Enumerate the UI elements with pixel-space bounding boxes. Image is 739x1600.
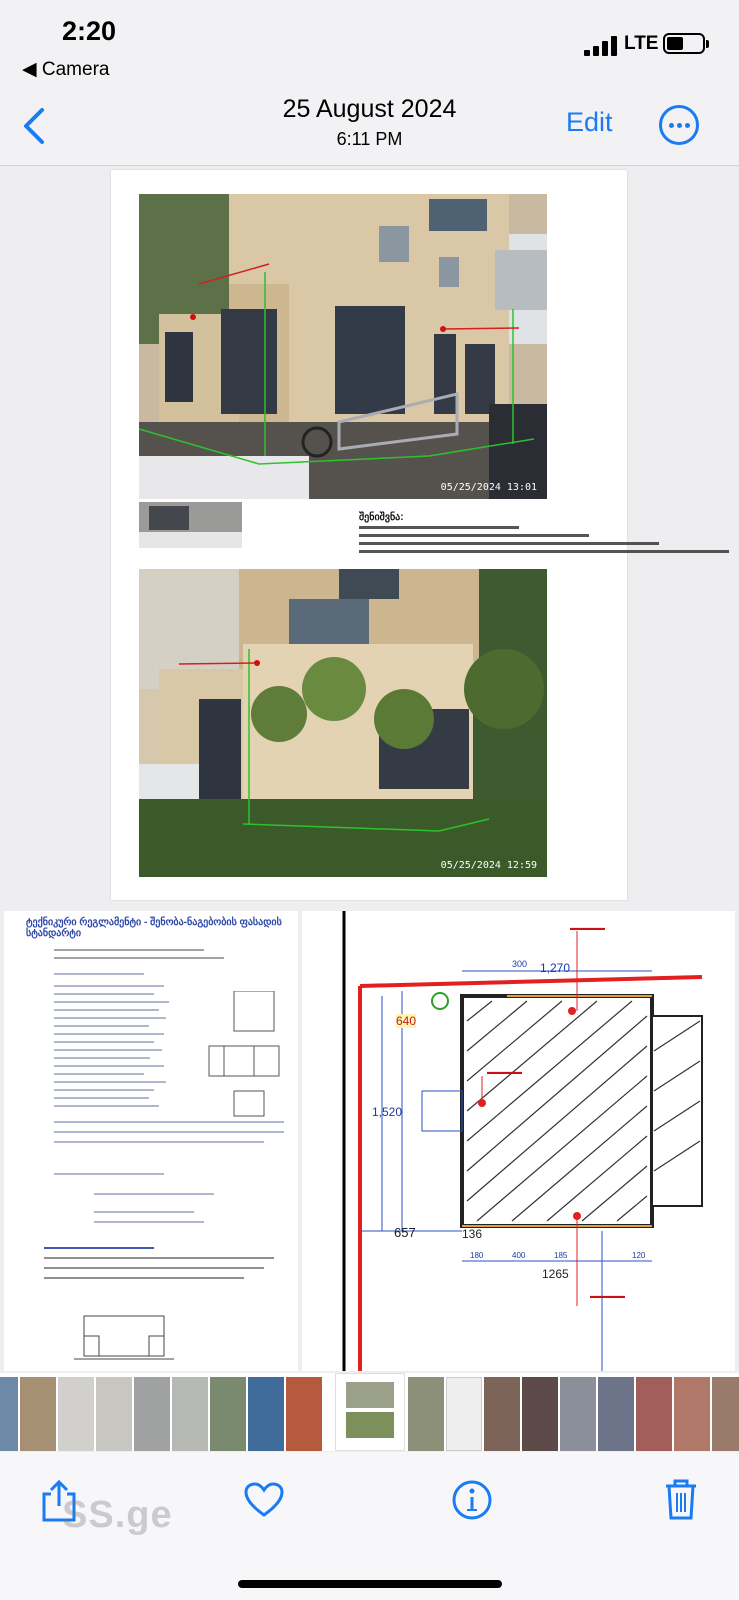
document-page-regulation <box>4 911 298 1371</box>
photo-viewer[interactable] <box>0 167 739 1372</box>
plan-dimension: 120 <box>632 1251 646 1260</box>
thumbnail[interactable] <box>636 1377 672 1451</box>
thumbnail-strip[interactable] <box>0 1373 739 1451</box>
text-line <box>54 1025 149 1027</box>
text-line <box>54 1121 284 1123</box>
plan-dimension: 657 <box>394 1225 416 1240</box>
thumbnail[interactable] <box>560 1377 596 1451</box>
text-line <box>54 1173 164 1175</box>
nav-bar <box>0 90 739 166</box>
more-options-icon[interactable] <box>659 105 699 145</box>
thumbnail[interactable] <box>210 1377 246 1451</box>
plan-dimension: 300 <box>512 959 528 969</box>
thumbnail[interactable] <box>408 1377 444 1451</box>
text-line <box>54 973 144 975</box>
text-line <box>54 1001 169 1003</box>
text-line <box>54 1089 154 1091</box>
thumbnail[interactable] <box>674 1377 710 1451</box>
home-indicator[interactable] <box>238 1580 502 1588</box>
section-sketch <box>204 991 284 1121</box>
note-text-line <box>359 550 729 553</box>
battery-icon <box>663 33 705 54</box>
inset-photo <box>139 502 242 548</box>
photo-timestamp: 05/25/2024 12:59 <box>440 860 537 871</box>
plan-dimension: 640 <box>396 1014 417 1028</box>
facade-sketch <box>74 1311 184 1366</box>
thumbnail[interactable] <box>598 1377 634 1451</box>
text-line <box>54 1057 150 1059</box>
photo-time: 6:11 PM <box>336 129 403 149</box>
text-line <box>54 993 154 995</box>
plan-dimension: 185 <box>554 1251 568 1260</box>
trash-icon[interactable] <box>664 1478 698 1520</box>
text-line <box>94 1193 214 1195</box>
watermark-text: SS.ge <box>62 1494 173 1536</box>
back-to-app-link[interactable]: ◀ Camera <box>22 59 110 80</box>
status-bar <box>0 0 739 90</box>
text-line <box>44 1277 244 1279</box>
text-line <box>54 1131 284 1133</box>
note-text-line <box>359 534 589 537</box>
building-photo-2 <box>139 569 547 877</box>
text-line <box>54 1017 166 1019</box>
status-time: 2:20 <box>62 16 117 46</box>
thumbnail-current[interactable] <box>335 1373 405 1451</box>
plan-dimension: 400 <box>512 1251 526 1260</box>
regulation-title: ტექნიკური რეგლამენტი - შენობა-ნაგებობის ფასადის სტანდარტი <box>26 917 282 939</box>
thumbnail[interactable] <box>0 1377 18 1451</box>
plan-dimension: 136 <box>462 1227 483 1241</box>
text-line <box>54 1105 159 1107</box>
text-line <box>54 1033 164 1035</box>
floor-plan-page <box>302 911 735 1371</box>
document-page-top <box>111 170 627 900</box>
thumbnail[interactable] <box>172 1377 208 1451</box>
thumbnail[interactable] <box>20 1377 56 1451</box>
text-line <box>54 1097 149 1099</box>
thumbnail[interactable] <box>286 1377 322 1451</box>
text-line <box>54 1141 264 1143</box>
text-line <box>44 1267 264 1269</box>
text-line <box>44 1257 274 1259</box>
bottom-toolbar <box>0 1452 739 1600</box>
network-label: LTE <box>624 33 659 54</box>
info-icon[interactable] <box>452 1480 492 1520</box>
text-line <box>54 957 224 959</box>
text-line <box>94 1211 194 1213</box>
thumbnail[interactable] <box>248 1377 284 1451</box>
notes-title: შენიშვნა: <box>359 512 404 523</box>
plan-dimension: 1265 <box>542 1267 569 1281</box>
note-text-line <box>359 526 519 529</box>
text-line <box>54 1009 159 1011</box>
plan-red-label: ▬▬▬▬▬ <box>570 925 605 932</box>
thumbnail[interactable] <box>58 1377 94 1451</box>
text-line <box>54 985 164 987</box>
plan-dimension: 180 <box>470 1251 484 1260</box>
thumbnail[interactable] <box>522 1377 558 1451</box>
plan-dimension: 1,520 <box>372 1105 403 1119</box>
text-line <box>94 1221 204 1223</box>
plan-red-label: ▬▬▬▬▬ <box>487 1069 522 1076</box>
photo-date: 25 August 2024 <box>282 95 457 123</box>
text-line <box>54 949 204 951</box>
text-line <box>54 1065 164 1067</box>
text-line <box>44 1247 154 1249</box>
plan-dimension: 1,270 <box>540 961 571 975</box>
thumbnail[interactable] <box>96 1377 132 1451</box>
thumbnail[interactable] <box>712 1377 739 1451</box>
plan-red-label: ▬▬▬▬▬ <box>590 1293 625 1300</box>
edit-button[interactable]: Edit <box>566 107 613 137</box>
note-text-line <box>359 542 659 545</box>
building-photo-1 <box>139 194 547 499</box>
text-line <box>54 1073 144 1075</box>
photo-timestamp: 05/25/2024 13:01 <box>440 482 537 493</box>
text-line <box>54 1081 166 1083</box>
thumbnail[interactable] <box>134 1377 170 1451</box>
thumbnail[interactable] <box>484 1377 520 1451</box>
signal-icon <box>584 36 620 56</box>
text-line <box>54 1049 162 1051</box>
thumbnail[interactable] <box>446 1377 482 1451</box>
heart-icon[interactable] <box>244 1482 284 1518</box>
text-line <box>54 1041 154 1043</box>
